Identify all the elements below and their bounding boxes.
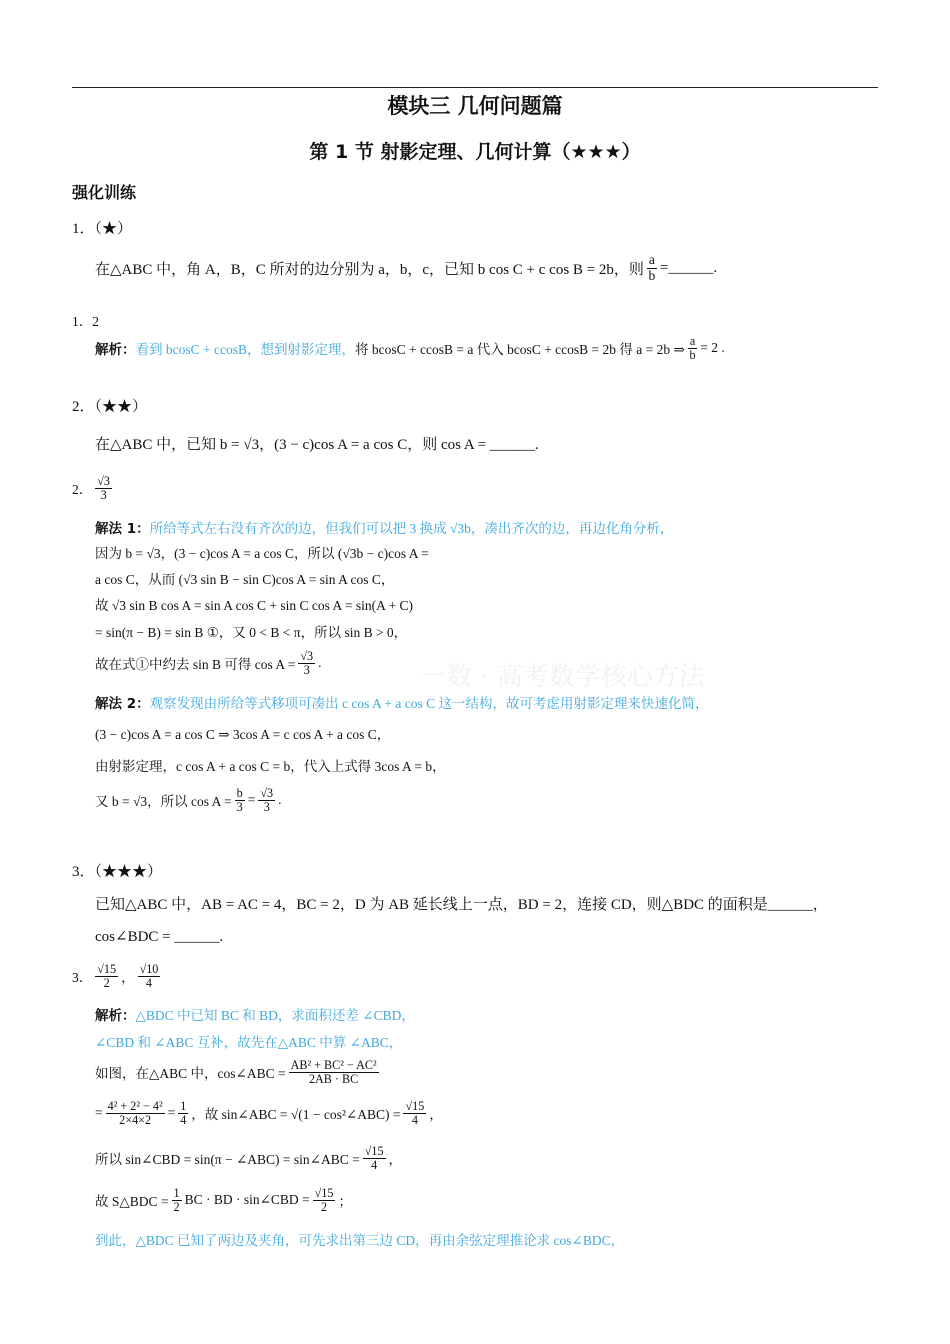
text-segment: a cos C，从而 (√3 sin B − sin C)cos A = sin A cos C， [95, 572, 395, 587]
fraction [172, 1187, 182, 1214]
fraction [106, 1100, 165, 1127]
fraction [313, 1187, 336, 1214]
numerator: b [236, 785, 243, 800]
denominator: 2×4×2 [119, 1112, 152, 1127]
fraction [363, 1145, 386, 1172]
numerator: 1 [180, 1098, 187, 1113]
fraction [235, 787, 245, 814]
text-line [95, 1143, 403, 1172]
text-segment: . [278, 792, 282, 807]
text-line [95, 619, 407, 643]
denominator: 2 [103, 975, 110, 990]
label-text: 解法 2： [95, 696, 150, 712]
numerator: √3 [300, 648, 314, 663]
text-line [95, 690, 708, 714]
denominator: 4 [180, 1112, 187, 1127]
text-segment: 所以 sin∠CBD = sin(π − ∠ABC) = sin∠ABC = [95, 1152, 360, 1167]
denominator: b [648, 267, 656, 283]
text-segment: 如图，在△ABC 中，cos∠ABC = [95, 1066, 286, 1081]
numerator: √15 [405, 1098, 425, 1113]
text-segment: 在△ABC 中，角 A，B，C 所对的边分别为 a，b，c，已知 b cos C + c cos B = 2b，则 [95, 261, 644, 278]
denominator: 4 [371, 1157, 378, 1172]
text-segment: 已知△ABC 中，AB = AC = 4，BC = 2，D 为 AB 延长线上一点，BD = 2，连接 CD，则△BDC 的面积是______， [95, 896, 828, 913]
text-line [95, 540, 429, 564]
fraction [178, 1100, 188, 1127]
text-line [95, 891, 828, 915]
label-text: 解析： [95, 342, 136, 358]
text-segment: = sin(π − B) = sin B ①，又 0 < B < π，所以 sin B > 0， [95, 625, 408, 640]
text-line [95, 252, 718, 283]
denominator: 3 [263, 799, 270, 814]
numerator: √15 [97, 961, 117, 976]
fraction [138, 963, 161, 990]
fraction [688, 335, 697, 362]
text-line [95, 1002, 415, 1026]
text-segment: 又 b = √3，所以 cos A = [95, 794, 232, 809]
denominator: 2 [321, 1199, 328, 1214]
numerator: √3 [260, 785, 274, 800]
header-rule [72, 87, 878, 88]
text-line [95, 1185, 352, 1214]
text-line [72, 858, 162, 882]
denominator: 4 [145, 975, 152, 990]
fraction [647, 253, 657, 282]
text-line [72, 393, 147, 417]
text-segment: = [247, 792, 256, 807]
text-segment: = [95, 1105, 103, 1120]
text-segment: ， [121, 970, 135, 985]
text-line [95, 592, 413, 616]
hint-text: △BDC 中已知 BC 和 BD，求面积还差 ∠CBD， [135, 1008, 415, 1023]
fraction [403, 1100, 426, 1127]
hint-text: 到此，△BDC 已知了两边及夹角，可先求出第三边 CD，再由余弦定理推论求 cos∠BDC， [95, 1233, 625, 1248]
label-text: 解法 1： [95, 521, 150, 537]
hint-text: 所给等式左右没有齐次的边，但我们可以把 3 换成 √3b，凑出齐次的边，再边化角分析， [149, 521, 674, 536]
text-segment: 故 √3 sin B cos A = sin A cos C + sin C cos A = sin(A + C) [95, 598, 414, 613]
text-segment: cos∠BDC = ______. [95, 928, 224, 945]
text-line [95, 785, 282, 814]
text-segment: 将 bcosC + ccosB = a 代入 bcosC + ccosB = 2b 得 a = 2b ⇒ [354, 342, 685, 357]
text-segment: 故在式①中约去 sin B 可得 cos A = [95, 657, 296, 672]
text-segment: 3．（★★★） [72, 863, 163, 880]
text-segment: 由射影定理，c cos A + a cos C = b，代入上式得 3cos A = b， [95, 759, 446, 774]
text-segment: (3 − c)cos A = a cos C ⇒ 3cos A = c cos A + a cos C， [95, 727, 391, 742]
denominator: 3 [236, 799, 243, 814]
text-segment: ，故 sin∠ABC = √(1 − cos²∠ABC) = [191, 1107, 401, 1122]
fraction [298, 650, 315, 677]
text-segment: 因为 b = √3，(3 − c)cos A = a cos C，所以 (√3b − c)cos A = [95, 546, 429, 561]
text-segment: 2． [72, 482, 93, 497]
fraction [95, 475, 112, 502]
text-line [72, 308, 99, 332]
numerator: √15 [364, 1143, 384, 1158]
hint-text: 看到 bcosC + ccosB，想到射影定理， [135, 342, 355, 357]
fraction [258, 787, 275, 814]
text-line [72, 215, 132, 239]
text-segment: 3． [72, 970, 93, 985]
text-line [72, 961, 163, 990]
text-segment: 故 S△BDC = [95, 1194, 169, 1209]
denominator: 4 [411, 1112, 418, 1127]
text-line [95, 1098, 443, 1127]
text-line [95, 1057, 382, 1086]
denominator: 3 [100, 487, 107, 502]
module-title: 模块三 几何问题篇 [387, 94, 563, 118]
label-text: 解析： [95, 1008, 136, 1024]
text-line [95, 566, 394, 590]
text-line [72, 473, 115, 502]
text-segment: 在△ABC 中，已知 b = √3，(3 − c)cos A = a cos C，则 cos A = ______. [95, 436, 539, 453]
text-segment: 1．（★） [72, 220, 133, 237]
text-segment: ； [338, 1194, 352, 1209]
denominator: 2AB · BC [308, 1071, 359, 1086]
text-line [95, 1029, 402, 1053]
training-heading: 强化训练 [72, 183, 137, 202]
text-line [95, 431, 539, 455]
text-line [95, 721, 390, 745]
text-segment: BC · BD · sin∠CBD = [184, 1192, 310, 1207]
watermark: 一数 · 高考数学核心方法 [420, 662, 705, 692]
text-line [95, 924, 223, 948]
text-segment: ， [388, 1152, 403, 1167]
numerator: AB² + BC² − AC² [290, 1057, 377, 1072]
numerator: √3 [97, 473, 110, 488]
text-segment: ， [429, 1107, 443, 1122]
text-segment: =______. [659, 259, 718, 276]
text-line [95, 1227, 624, 1251]
denominator: b [689, 347, 696, 362]
numerator: 4² + 2² − 4² [107, 1098, 163, 1113]
numerator: a [689, 333, 696, 348]
text-line [95, 648, 322, 677]
numerator: 1 [173, 1185, 180, 1200]
fraction [289, 1059, 379, 1086]
fraction [95, 963, 118, 990]
denominator: 3 [303, 662, 310, 677]
text-segment: 2．（★★） [72, 398, 148, 415]
text-segment: = 2 . [700, 340, 725, 355]
hint-text: 观察发现由所给等式移项可凑出 c cos A + a cos C 这一结构，故可考虑用射影定理来快速化简， [149, 696, 709, 711]
denominator: 2 [173, 1199, 180, 1214]
text-line [95, 753, 446, 777]
text-line [95, 333, 725, 362]
text-segment: 1．2 [72, 314, 99, 329]
text-segment: = [167, 1105, 176, 1120]
hint-text: ∠CBD 和 ∠ABC 互补，故先在△ABC 中算 ∠ABC， [95, 1035, 403, 1050]
numerator: √10 [139, 961, 159, 976]
numerator: a [648, 252, 655, 268]
section-title: 第 1 节 射影定理、几何计算（★★★） [309, 141, 641, 163]
text-line [95, 515, 673, 539]
numerator: √15 [314, 1185, 334, 1200]
text-segment: . [318, 655, 322, 670]
